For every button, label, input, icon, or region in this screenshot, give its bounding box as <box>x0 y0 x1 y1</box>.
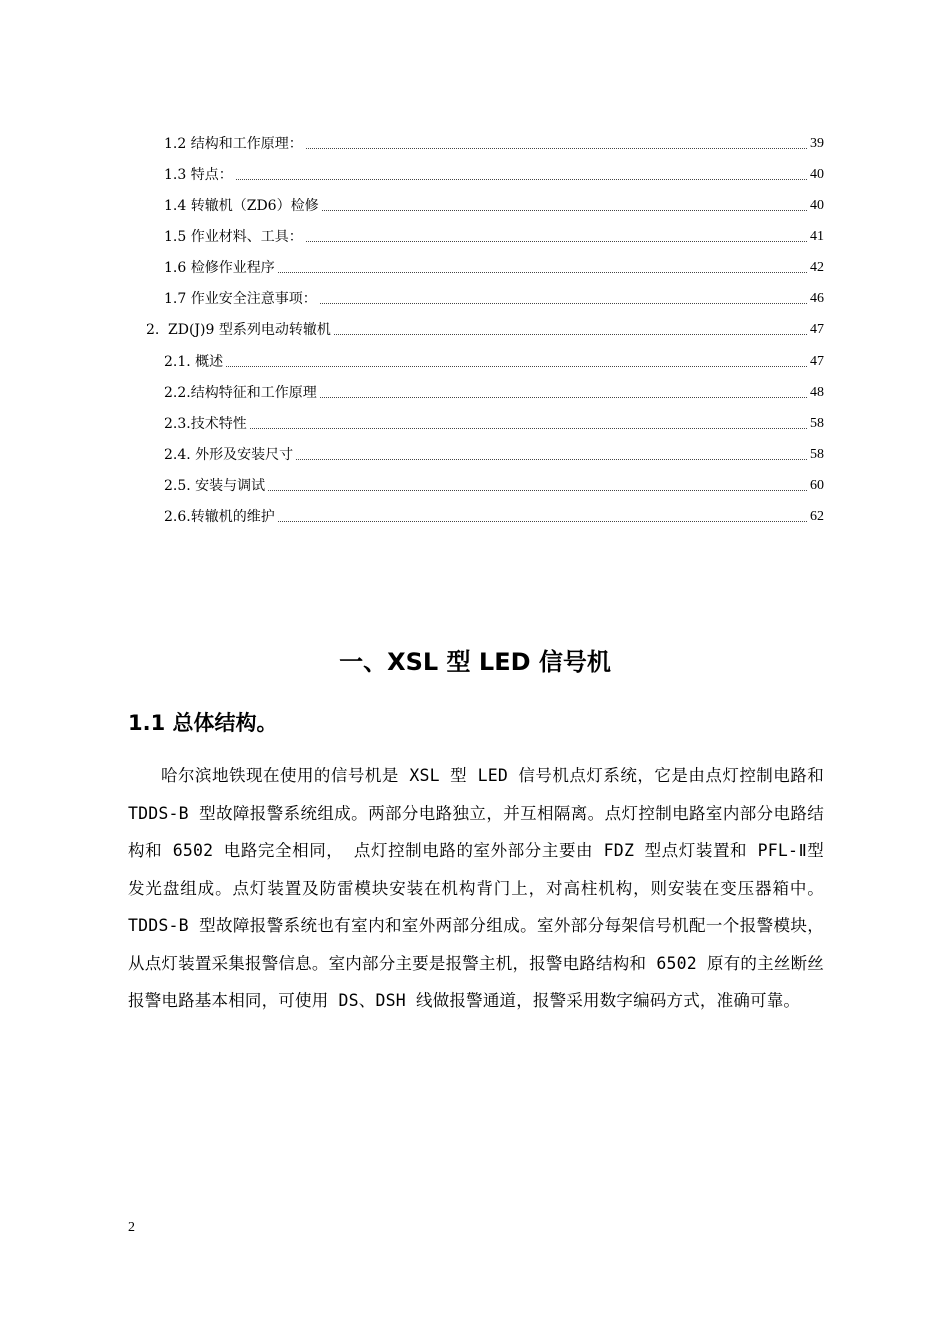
toc-leader-dots <box>268 490 807 491</box>
toc-entry-1-6[interactable] <box>164 255 824 277</box>
page-number: 2 <box>128 1220 135 1235</box>
toc-entry-page: 58 <box>810 447 824 462</box>
toc-entry-1-7[interactable] <box>164 286 824 308</box>
toc-entry-page: 42 <box>810 260 824 275</box>
toc-entry-page: 58 <box>810 416 824 431</box>
toc-entry-1-5[interactable] <box>164 224 824 246</box>
toc-leader-dots <box>306 148 807 149</box>
chapter-title: 一、XSL 型 LED 信号机 <box>339 648 611 676</box>
toc-entry-page: 41 <box>810 229 824 244</box>
toc-entry-label: 1.7 作业安全注意事项： <box>164 291 317 307</box>
toc-entry-label: 2.4. 外形及安装尺寸 <box>164 447 294 463</box>
toc-entry-label: 1.4 转辙机（ZD6）检修 <box>164 198 319 214</box>
toc-entry-label: 2.5. 安装与调试 <box>164 478 266 494</box>
toc-entry-2[interactable] <box>146 317 824 339</box>
toc-entry-2-2[interactable] <box>164 380 824 402</box>
toc-entry-label: 1.6 检修作业程序 <box>164 260 275 276</box>
toc-entry-page: 48 <box>810 385 824 400</box>
toc-leader-dots <box>320 303 807 304</box>
toc-entry-label: 2.3.技术特性 <box>164 416 247 432</box>
section-title: 1.1 总体结构。 <box>128 711 278 735</box>
toc-entry-label: 1.3 特点： <box>164 167 233 183</box>
toc-entry-1-2[interactable] <box>164 131 824 153</box>
toc-leader-dots <box>278 521 807 522</box>
toc-entry-1-4[interactable] <box>164 193 824 215</box>
toc-leader-dots <box>306 241 807 242</box>
toc-entry-label <box>146 321 331 339</box>
toc-entry-2-4[interactable] <box>164 442 824 464</box>
toc-entry-2-5[interactable] <box>164 473 824 495</box>
toc-leader-dots <box>320 397 807 398</box>
toc-entry-1-3[interactable] <box>164 162 824 184</box>
toc-leader-dots <box>278 272 807 273</box>
toc-entry-2-3[interactable] <box>164 411 824 433</box>
toc-entry-page: 40 <box>810 167 824 182</box>
toc-leader-dots <box>236 179 807 180</box>
toc-entry-page: 47 <box>810 322 824 337</box>
toc-leader-dots <box>250 428 807 429</box>
body-paragraph: 哈尔滨地铁现在使用的信号机是 XSL 型 LED 信号机点灯系统，它是由点灯控制电路和 TDDS-B 型故障报警系统组成。两部分电路独立，并互相隔离。点灯控制电路室内部分电路结构和 6502 电路完全相同， 点灯控制电路的室外部分主要由 FDZ 型点灯装置和 PFL-Ⅱ型发光盘组成。点灯装置及防雷模块安装在机构背门上，对高柱机构，则安装在变压器箱中。TDDS-B 型故障报警系统也有室内和室外两部分组成。室外部分每架信号机配一个报警模块，从点灯装置采集报警信息。室内部分主要是报警主机，报警电路结构和 6502 原有的主丝断丝报警电路基本相同，可使用 DS、DSH 线做报警通道，报警采用数字编码方式，准确可靠。 <box>128 766 824 1010</box>
toc-entry-label: 1.2 结构和工作原理： <box>164 136 303 152</box>
toc-entry-page: 60 <box>810 478 824 493</box>
toc-leader-dots <box>334 334 807 335</box>
toc-entry-page: 47 <box>810 354 824 369</box>
toc-entry-page: 40 <box>810 198 824 213</box>
toc-entry-page: 46 <box>810 291 824 306</box>
toc-entry-page: 62 <box>810 509 824 524</box>
toc-entry-number: 2. <box>146 322 160 338</box>
toc-leader-dots <box>322 210 807 211</box>
toc-entry-2-6[interactable] <box>164 504 824 526</box>
toc-entry-label: 2.1. 概述 <box>164 354 224 370</box>
toc-entry-label: 2.6.转辙机的维护 <box>164 509 275 525</box>
toc-entry-page: 39 <box>810 136 824 151</box>
toc-leader-dots <box>226 366 807 367</box>
toc-entry-label: 2.2.结构特征和工作原理 <box>164 385 317 401</box>
toc-entry-title: ZD(J)9 型系列电动转辙机 <box>168 322 331 338</box>
toc-entry-2-1[interactable] <box>164 349 824 371</box>
toc-leader-dots <box>296 459 807 460</box>
toc-entry-label: 1.5 作业材料、工具： <box>164 229 303 245</box>
